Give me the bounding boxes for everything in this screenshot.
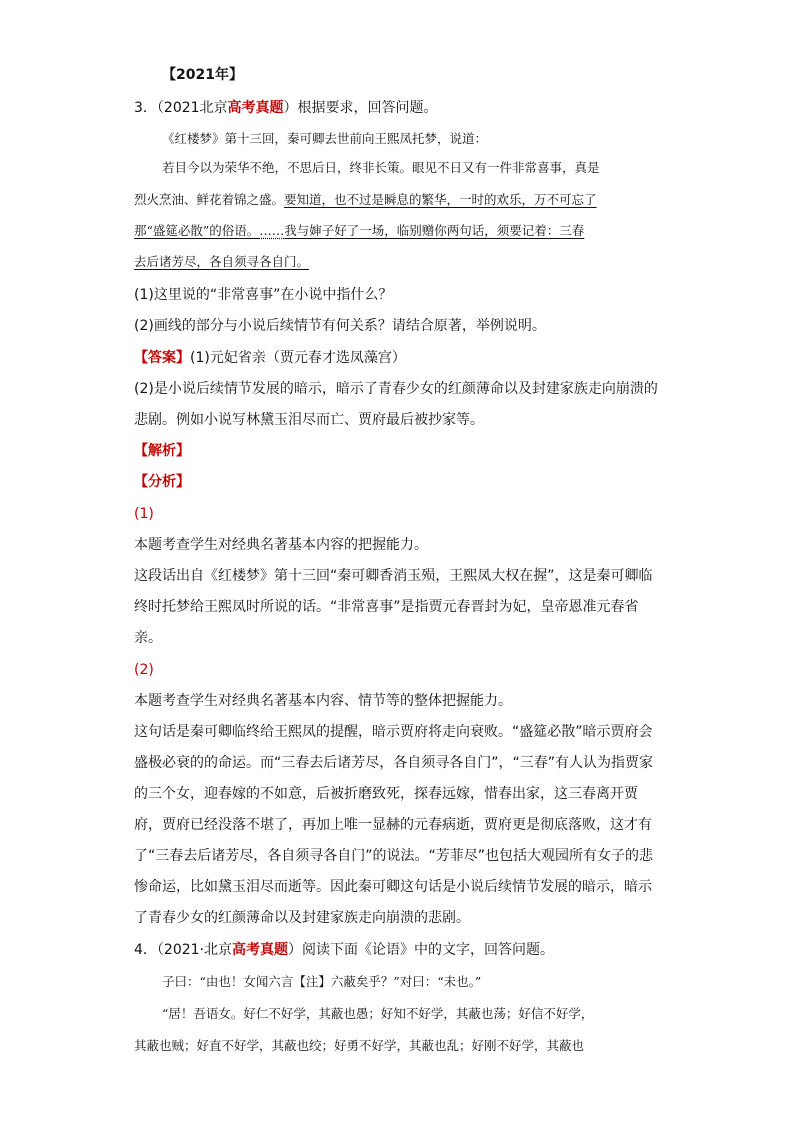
analysis-line: 了青春少女的红颜薄命以及封建家族走向崩溃的悲剧。 — [134, 910, 470, 926]
passage-line: 其蔽也贼；好直不好学，其蔽也绞；好勇不好学，其蔽也乱；好刚不好学，其蔽也 — [134, 1038, 585, 1053]
part-1-label: (1) — [134, 506, 154, 522]
analysis-line: 了“三春去后诸芳尽，各自须寻各自门”的说法。“芳菲尽”也包括大观园所有女子的悲 — [134, 848, 654, 864]
passage-line: 子曰：“由也！女闻六言【注】六蔽矣乎？”对曰：“未也。” — [162, 974, 482, 989]
question-4-title — [134, 940, 554, 960]
year-header: 【2021年】 — [162, 67, 243, 83]
passage-intro: 《红楼梦》第十三回，秦可卿去世前向王熙凤托梦，说道： — [162, 131, 488, 146]
analysis-line: 本题考查学生对经典名著基本内容的把握能力。 — [134, 537, 428, 553]
underlined-passage: 那“盛筵必散”的俗语。 — [134, 223, 260, 238]
sub-question-1: (1)这里说的“非常喜事”在小说中指什么？ — [134, 287, 393, 303]
ellipsis: …… — [259, 223, 285, 238]
analysis-line: 盛极必衰的的命运。而“三春去后诸芳尽，各自须寻各自门”，“三春”有人认为指贾家 — [134, 755, 654, 771]
passage-text: 烈火烹油、鲜花着锦之盛。 — [134, 192, 285, 207]
analysis-line: 亲。 — [134, 630, 162, 646]
analysis-line: 这句话是秦可卿临终给王熙凤的提醒，暗示贾府将走向衰败。“盛筵必散”暗示贾府会 — [134, 724, 653, 740]
underlined-passage: 我与婶子好了一场，临别赠你两句话，须要记着：三春 — [284, 223, 585, 238]
answer-line-3: 悲剧。例如小说写林黛玉泪尽而亡、贾府最后被抄家等。 — [134, 412, 484, 428]
analysis-line: 惨命运，比如黛玉泪尽而逝等。因此秦可卿这句话是小说后续情节发展的暗示，暗示 — [134, 879, 652, 895]
source-tag: 高考真题 — [227, 100, 284, 116]
answer-label: 【答案】 — [134, 350, 190, 366]
underlined-passage: 去后诸芳尽，各自须寻各自门。 — [134, 254, 310, 269]
question-number: 4．（2021·北京 — [134, 942, 232, 958]
analysis-line: 的三个女，迎春嫁的不如意，后被折磨致死，探春远嫁，惜春出家，这三春离开贾 — [134, 786, 638, 802]
analysis-line: 府，贾府已经没落不堪了，再加上唯一显赫的元春病逝，贾府更是彻底落败，这才有 — [134, 817, 652, 833]
question-prompt: ）阅读下面《论语》中的文字，回答问题。 — [288, 942, 554, 958]
source-tag: 高考真题 — [232, 942, 288, 958]
passage-line — [134, 221, 584, 241]
answer-line-2: (2)是小说后续情节发展的暗示，暗示了青春少女的红颜薄命以及封建家族走向崩溃的 — [134, 381, 658, 397]
question-number: 3．（2021北京 — [134, 100, 228, 116]
analysis-line: 这段话出自《红楼梦》第十三回“秦可卿香消玉殒，王熙凤大权在握”，这是秦可卿临 — [134, 568, 653, 584]
passage-line: 若目今以为荣华不绝，不思后日，终非长策。眼见不日又有一件非常喜事，真是 — [162, 160, 600, 175]
underlined-passage: 要知道，也不过是瞬息的繁华，一时的欢乐，万不可忘了 — [284, 192, 597, 207]
analysis-label: 【解析】 — [134, 443, 190, 459]
question-3-title — [134, 98, 438, 118]
passage-line — [134, 190, 597, 210]
answer-text: (1)元妃省亲（贾元春才选凤藻宫） — [190, 350, 406, 366]
passage-line: “居！吾语女。好仁不好学，其蔽也愚；好知不好学，其蔽也荡；好信不好学， — [162, 1006, 594, 1021]
sub-question-2: (2)画线的部分与小说后续情节有何关系？请结合原著，举例说明。 — [134, 318, 546, 334]
breakdown-label: 【分析】 — [134, 474, 190, 490]
part-2-label: (2) — [134, 662, 154, 678]
answer-line-1 — [134, 348, 406, 368]
question-prompt: ）根据要求，回答问题。 — [283, 100, 438, 116]
analysis-line: 本题考查学生对经典名著基本内容、情节等的整体把握能力。 — [134, 693, 512, 709]
analysis-line: 终时托梦给王熙凤时所说的话。“非常喜事”是指贾元春晋封为妃，皇帝恩准元春省 — [134, 599, 639, 615]
